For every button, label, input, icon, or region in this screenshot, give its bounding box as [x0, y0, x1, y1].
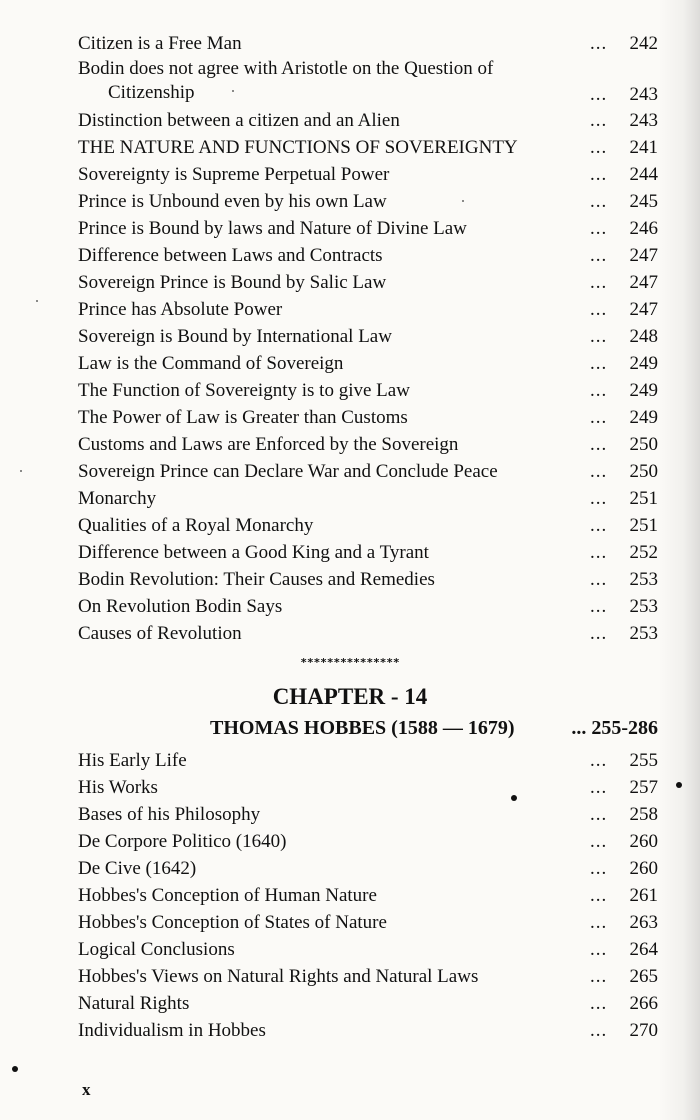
toc-entry-title: Distinction between a citizen and an Alien: [78, 110, 400, 131]
toc-entry: [78, 458, 662, 485]
toc-entry: [78, 215, 662, 242]
toc-entry: [78, 431, 662, 458]
toc-leader: ...: [590, 488, 608, 509]
toc-leader: ...: [590, 110, 608, 131]
toc-entry-title: Prince is Bound by laws and Nature of Divine Law: [78, 218, 467, 239]
toc-entry: [78, 57, 662, 107]
toc-page-number: 253: [629, 569, 658, 590]
toc-page-number: 270: [629, 1020, 658, 1041]
toc-leader: ...: [590, 299, 608, 320]
toc-entry-title: Sovereign Prince is Bound by Salic Law: [78, 272, 387, 293]
toc-page-number: 243: [629, 110, 658, 131]
toc-page-number: 241: [629, 137, 658, 158]
toc-page-number: 248: [629, 326, 658, 347]
scan-speck-mark: [232, 90, 234, 92]
toc-entry-title: Bodin Revolution: Their Causes and Remedies: [78, 569, 435, 590]
toc-entry-title: De Corpore Politico (1640): [78, 831, 287, 852]
toc-leader: ...: [590, 191, 608, 212]
toc-leader: ...: [590, 326, 608, 347]
toc-entry-title: Hobbes's Conception of States of Nature: [78, 912, 387, 933]
toc-entry-title: Qualities of a Royal Monarchy: [78, 515, 314, 536]
toc-leader: ...: [590, 858, 608, 879]
scan-speck-mark: [20, 470, 22, 472]
toc-entry-title: De Cive (1642): [78, 858, 197, 879]
toc-entry-title: Prince has Absolute Power: [78, 299, 283, 320]
toc-entry-title: Sovereignty is Supreme Perpetual Power: [78, 164, 390, 185]
toc-entry-title: Natural Rights: [78, 993, 190, 1014]
toc-leader: ...: [590, 434, 608, 455]
toc-leader: ...: [590, 84, 608, 105]
toc-leader: ...: [590, 623, 608, 644]
scan-speck-mark: [12, 1066, 18, 1072]
toc-entry: [78, 828, 662, 855]
toc-leader: ...: [590, 137, 608, 158]
toc-entry-title: Hobbes's Views on Natural Rights and Natural Laws: [78, 966, 479, 987]
toc-leader: ...: [590, 461, 608, 482]
toc-entry: [78, 990, 662, 1017]
toc-entry: [78, 350, 662, 377]
toc-entry: [78, 134, 662, 161]
toc-entry: [78, 909, 662, 936]
toc-page-number: 242: [629, 33, 658, 54]
toc-leader: ...: [590, 939, 608, 960]
toc-entry: [78, 188, 662, 215]
toc-page-number: 257: [629, 777, 658, 798]
toc-leader: ...: [590, 218, 608, 239]
toc-entry-title: Law is the Command of Sovereign: [78, 353, 344, 374]
toc-leader: ...: [590, 272, 608, 293]
toc-leader: ...: [590, 912, 608, 933]
toc-page-number: 243: [629, 84, 658, 105]
section-separator: ***************: [300, 656, 400, 669]
toc-entry: [78, 296, 662, 323]
toc-page-number: 249: [629, 380, 658, 401]
toc-leader: ...: [590, 777, 608, 798]
toc-entry-title: Citizen is a Free Man: [78, 33, 242, 54]
toc-entry-title: Customs and Laws are Enforced by the Sovereign: [78, 434, 459, 455]
toc-page-number: 263: [629, 912, 658, 933]
toc-entry: [78, 161, 662, 188]
toc-leader: ...: [590, 569, 608, 590]
toc-entry-title: Prince is Unbound even by his own Law: [78, 191, 387, 212]
page-edge-shadow: [658, 0, 700, 1120]
toc-section-2: [78, 747, 662, 1044]
toc-entry: [78, 512, 662, 539]
toc-section-1: [78, 30, 662, 647]
toc-entry-title: Monarchy: [78, 488, 157, 509]
scan-speck-mark: [36, 300, 38, 302]
toc-entry-title: On Revolution Bodin Says: [78, 596, 283, 617]
toc-entry-title-line1: Bodin does not agree with Aristotle on the Question of: [78, 58, 494, 79]
toc-page-number: 255: [629, 750, 658, 771]
toc-entry-title: THE NATURE AND FUNCTIONS OF SOVEREIGNTY: [78, 137, 518, 158]
toc-entry-title: His Works: [78, 777, 158, 798]
toc-leader: ...: [590, 750, 608, 771]
chapter-heading: CHAPTER - 14: [272, 684, 428, 709]
toc-entry: [78, 323, 662, 350]
toc-page-number: 249: [629, 407, 658, 428]
toc-entry: [78, 377, 662, 404]
toc-entry-title: Bases of his Philosophy: [78, 804, 261, 825]
toc-entry-title: The Function of Sovereignty is to give Law: [78, 380, 410, 401]
toc-leader: ...: [590, 407, 608, 428]
scan-speck-mark: [511, 795, 517, 801]
toc-leader: ...: [590, 515, 608, 536]
toc-leader: ...: [590, 33, 608, 54]
toc-entry-title: Difference between Laws and Contracts: [78, 245, 383, 266]
toc-leader: ...: [590, 804, 608, 825]
toc-entry: [78, 855, 662, 882]
toc-entry: [78, 566, 662, 593]
toc-page-number: 253: [629, 623, 658, 644]
toc-entry-title: Sovereign Prince can Declare War and Conclude Peace: [78, 461, 498, 482]
toc-page-number: 247: [629, 245, 658, 266]
chapter-title: THOMAS HOBBES (1588 — 1679): [210, 717, 515, 739]
toc-page-number: 250: [629, 434, 658, 455]
toc-entry: [78, 747, 662, 774]
toc-page-number: 258: [629, 804, 658, 825]
toc-page-number: 266: [629, 993, 658, 1014]
toc-entry: [78, 620, 662, 647]
toc-entry-title: Hobbes's Conception of Human Nature: [78, 885, 377, 906]
toc-leader: ...: [590, 596, 608, 617]
toc-leader: ...: [590, 831, 608, 852]
toc-entry: [78, 882, 662, 909]
chapter-page-range: ... 255-286: [571, 717, 658, 739]
toc-entry: [78, 801, 662, 828]
toc-page-number: 251: [629, 488, 658, 509]
toc-page-number: 251: [629, 515, 658, 536]
toc-entry: [78, 269, 662, 296]
toc-leader: ...: [590, 380, 608, 401]
toc-entry: [78, 539, 662, 566]
toc-page-number: 265: [629, 966, 658, 987]
toc-leader: ...: [590, 164, 608, 185]
toc-page-number: 246: [629, 218, 658, 239]
toc-leader: ...: [590, 353, 608, 374]
toc-leader: ...: [590, 993, 608, 1014]
page-number-footer: x: [82, 1080, 91, 1099]
toc-page-number: 260: [629, 858, 658, 879]
toc-entry-title: [78, 57, 583, 105]
toc-leader: ...: [590, 966, 608, 987]
chapter-title-row: [0, 717, 700, 745]
toc-page-number: 244: [629, 164, 658, 185]
toc-entry-title: The Power of Law is Greater than Customs: [78, 407, 408, 428]
toc-leader: ...: [590, 245, 608, 266]
toc-page-number: 249: [629, 353, 658, 374]
scan-speck-mark: [462, 200, 464, 202]
toc-entry-title: His Early Life: [78, 750, 187, 771]
toc-leader: ...: [590, 542, 608, 563]
toc-page-number: 245: [629, 191, 658, 212]
toc-entry-title: Difference between a Good King and a Tyrant: [78, 542, 429, 563]
toc-entry-title-line2: Citizenship: [108, 82, 195, 103]
toc-entry-title: Logical Conclusions: [78, 939, 235, 960]
toc-entry-title: Causes of Revolution: [78, 623, 242, 644]
toc-page-number: 250: [629, 461, 658, 482]
toc-page-number: 253: [629, 596, 658, 617]
toc-leader: ...: [590, 885, 608, 906]
toc-entry: [78, 107, 662, 134]
toc-entry: [78, 963, 662, 990]
toc-entry: [78, 936, 662, 963]
toc-page-number: 260: [629, 831, 658, 852]
toc-page-number: 247: [629, 272, 658, 293]
toc-entry-title: Sovereign is Bound by International Law: [78, 326, 392, 347]
toc-entry: [78, 242, 662, 269]
toc-page-number: 252: [629, 542, 658, 563]
toc-entry: [78, 593, 662, 620]
toc-leader: ...: [590, 1020, 608, 1041]
toc-page-number: 264: [629, 939, 658, 960]
toc-page-number: 247: [629, 299, 658, 320]
toc-entry: [78, 30, 662, 57]
toc-entry: [78, 485, 662, 512]
toc-entry: [78, 1017, 662, 1044]
toc-entry: [78, 404, 662, 431]
toc-page-number: 261: [629, 885, 658, 906]
toc-entry-title: Individualism in Hobbes: [78, 1020, 266, 1041]
toc-entry: [78, 774, 662, 801]
